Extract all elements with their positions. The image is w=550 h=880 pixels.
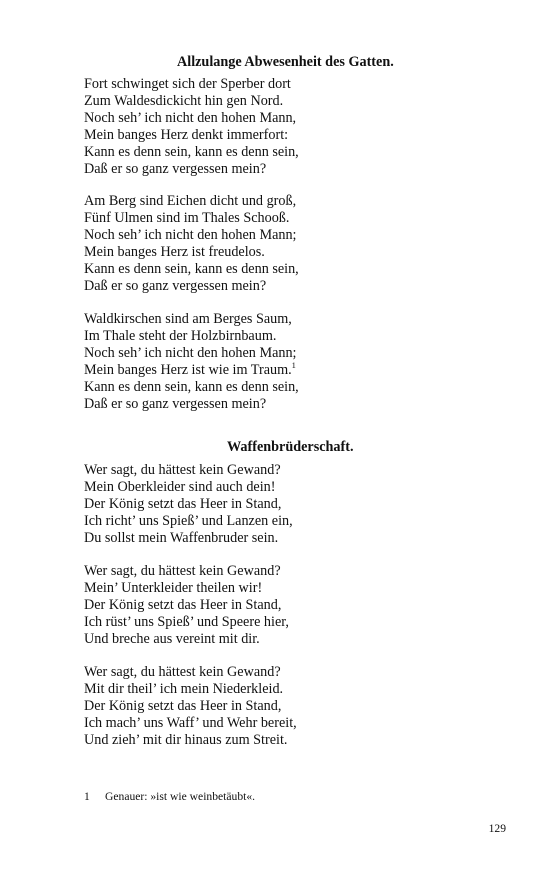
verse-line: Noch seh’ ich nicht den hohen Mann; [84, 227, 297, 243]
verse-line-with-footnote [84, 362, 299, 379]
verse-line: Ich mach’ uns Waff’ und Wehr bereit, [84, 715, 297, 731]
verse-line: Der König setzt das Heer in Stand, [84, 698, 282, 714]
verse-line: Wer sagt, du hättest kein Gewand? [84, 563, 281, 579]
verse-line: Und breche aus vereint mit dir. [84, 631, 260, 647]
verse-line: Zum Waldesdickicht hin gen Nord. [84, 93, 284, 109]
verse-line: Noch seh’ ich nicht den hohen Mann, [84, 110, 297, 126]
verse-line: Der König setzt das Heer in Stand, [84, 496, 282, 512]
poem1-stanza-3 [84, 311, 299, 413]
poem2-stanza-2 [84, 563, 289, 648]
verse-line: Mein banges Herz denkt immerfort: [84, 127, 289, 143]
verse-text: Mein banges Herz ist wie im Traum. [84, 362, 292, 378]
verse-line: Kann es denn sein, kann es denn sein, [84, 261, 299, 277]
verse-line: Kann es denn sein, kann es denn sein, [84, 379, 299, 395]
verse-line: Fünf Ulmen sind im Thales Schooß. [84, 210, 290, 226]
footnote-marker[interactable]: 1 [291, 360, 296, 370]
verse-line: Ich richt’ uns Spieß’ und Lanzen ein, [84, 513, 293, 529]
footnote [84, 790, 255, 804]
verse-line: Mein Oberkleider sind auch dein! [84, 479, 276, 495]
verse-line: Daß er so ganz vergessen mein? [84, 161, 267, 177]
verse-line: Mein banges Herz ist freudelos. [84, 244, 265, 260]
verse-line: Kann es denn sein, kann es denn sein, [84, 144, 299, 160]
verse-line: Waldkirschen sind am Berges Saum, [84, 311, 292, 327]
verse-line: Am Berg sind Eichen dicht und groß, [84, 193, 297, 209]
verse-line: Ich rüst’ uns Spieß’ und Speere hier, [84, 614, 289, 630]
verse-line: Wer sagt, du hättest kein Gewand? [84, 664, 281, 680]
verse-line: Mein’ Unterkleider theilen wir! [84, 580, 263, 596]
verse-line: Fort schwinget sich der Sperber dort [84, 76, 291, 92]
footnote-number: 1 [84, 790, 90, 803]
page-number: 129 [488, 822, 506, 835]
poem-title-1: Allzulange Abwesenheit des Gatten. [177, 54, 394, 70]
footnote-text: Genauer: »ist wie weinbetäubt«. [105, 790, 256, 803]
poem2-stanza-3 [84, 664, 297, 749]
verse-line: Der König setzt das Heer in Stand, [84, 597, 282, 613]
verse-line: Mit dir theil’ ich mein Niederkleid. [84, 681, 284, 697]
verse-line: Du sollst mein Waffenbruder sein. [84, 530, 279, 546]
poem-title-2: Waffenbrüderschaft. [227, 439, 354, 455]
poem2-stanza-1 [84, 462, 293, 547]
verse-line: Daß er so ganz vergessen mein? [84, 278, 267, 294]
verse-line: Noch seh’ ich nicht den hohen Mann; [84, 345, 297, 361]
poem1-stanza-2 [84, 193, 299, 295]
verse-line: Daß er so ganz vergessen mein? [84, 396, 267, 412]
verse-line: Und zieh’ mit dir hinaus zum Streit. [84, 732, 288, 748]
poem1-stanza-1 [84, 76, 299, 178]
verse-line: Wer sagt, du hättest kein Gewand? [84, 462, 281, 478]
verse-line: Im Thale steht der Holzbirnbaum. [84, 328, 277, 344]
